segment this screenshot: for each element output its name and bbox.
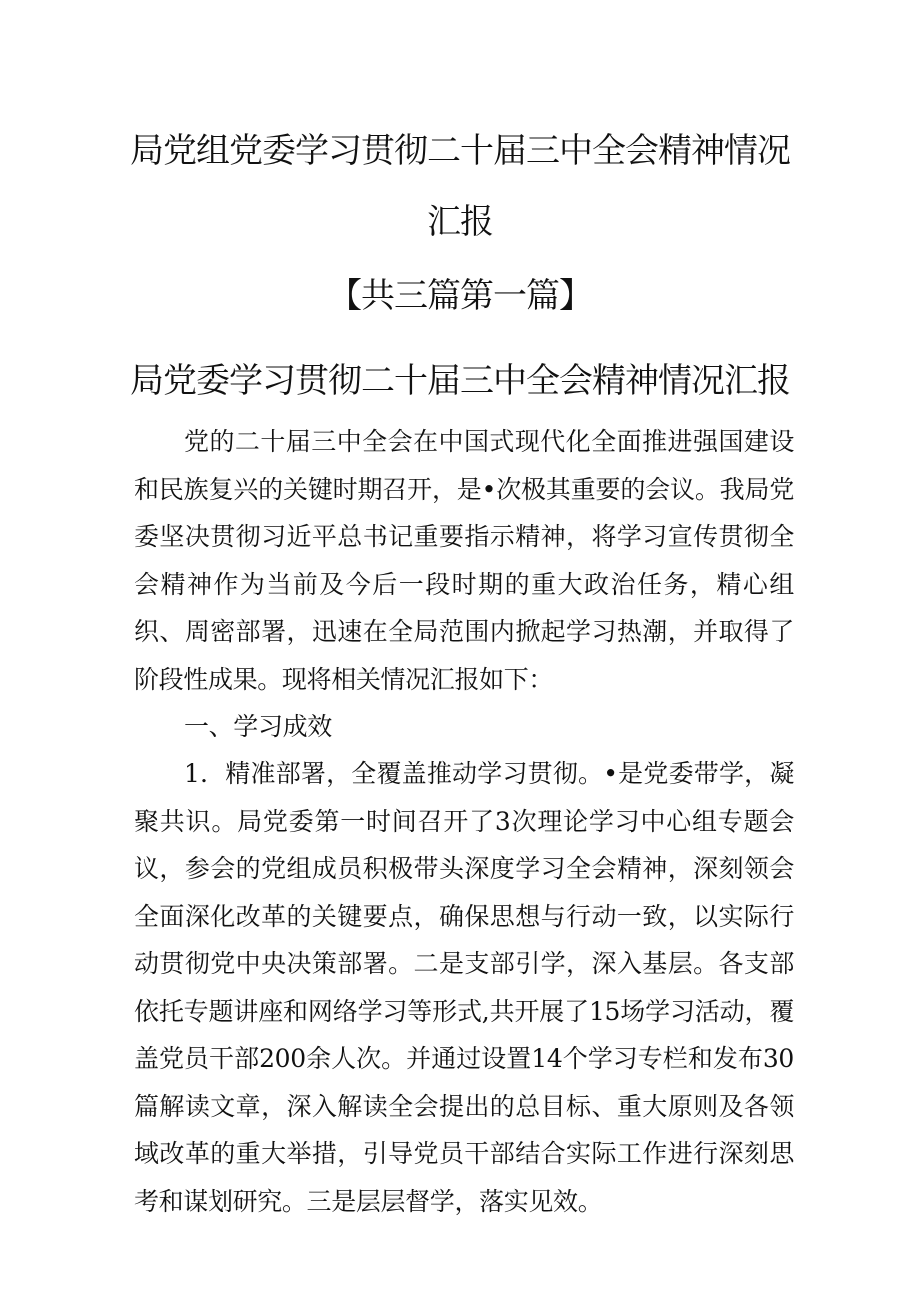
- article-title: 局党委学习贯彻二十届三中全会精神情况汇报: [130, 361, 790, 401]
- section-heading-block: [134, 703, 794, 751]
- series-label: 【共三篇第一篇】: [328, 276, 592, 316]
- intro-section: [134, 418, 794, 703]
- point-one-paragraph: 1．精准部署，全覆盖推动学习贯彻。•是党委带学，凝聚共识。局党委第一时间召开了3次理论学习中心组专题会议，参会的党组成员积极带头深度学习全会精神，深刻领会全面深化改革的关键要点，确保思想与行动一致，以实际行动贯彻党中央决策部署。二是支部引学，深入基层。各支部依托专题讲座和网络学习等形式,共开展了15场学习活动，覆盖党员干部200余人次。并通过设置14个学习专栏和发布30篇解读文章，深入解读全会提出的总目标、重大原则及各领域改革的重大举措，引导党员干部结合实际工作进行深刻思考和谋划研究。三是层层督学，落实见效。: [134, 759, 794, 1216]
- document-title-line-2: 汇报: [427, 202, 493, 242]
- document-title-line-1: 局党组党委学习贯彻二十届三中全会精神情况: [130, 131, 790, 171]
- section-heading: 一、学习成效: [184, 712, 332, 741]
- point-one-section: [134, 750, 794, 1225]
- intro-paragraph: 党的二十届三中全会在中国式现代化全面推进强国建设和民族复兴的关键时期召开，是•次极其重要的会议。我局党委坚决贯彻习近平总书记重要指示精神，将学习宣传贯彻全会精神作为当前及今后一段时期的重大政治任务，精心组织、周密部署，迅速在全局范围内掀起学习热潮，并取得了阶段性成果。现将相关情况汇报如下：: [134, 427, 794, 694]
